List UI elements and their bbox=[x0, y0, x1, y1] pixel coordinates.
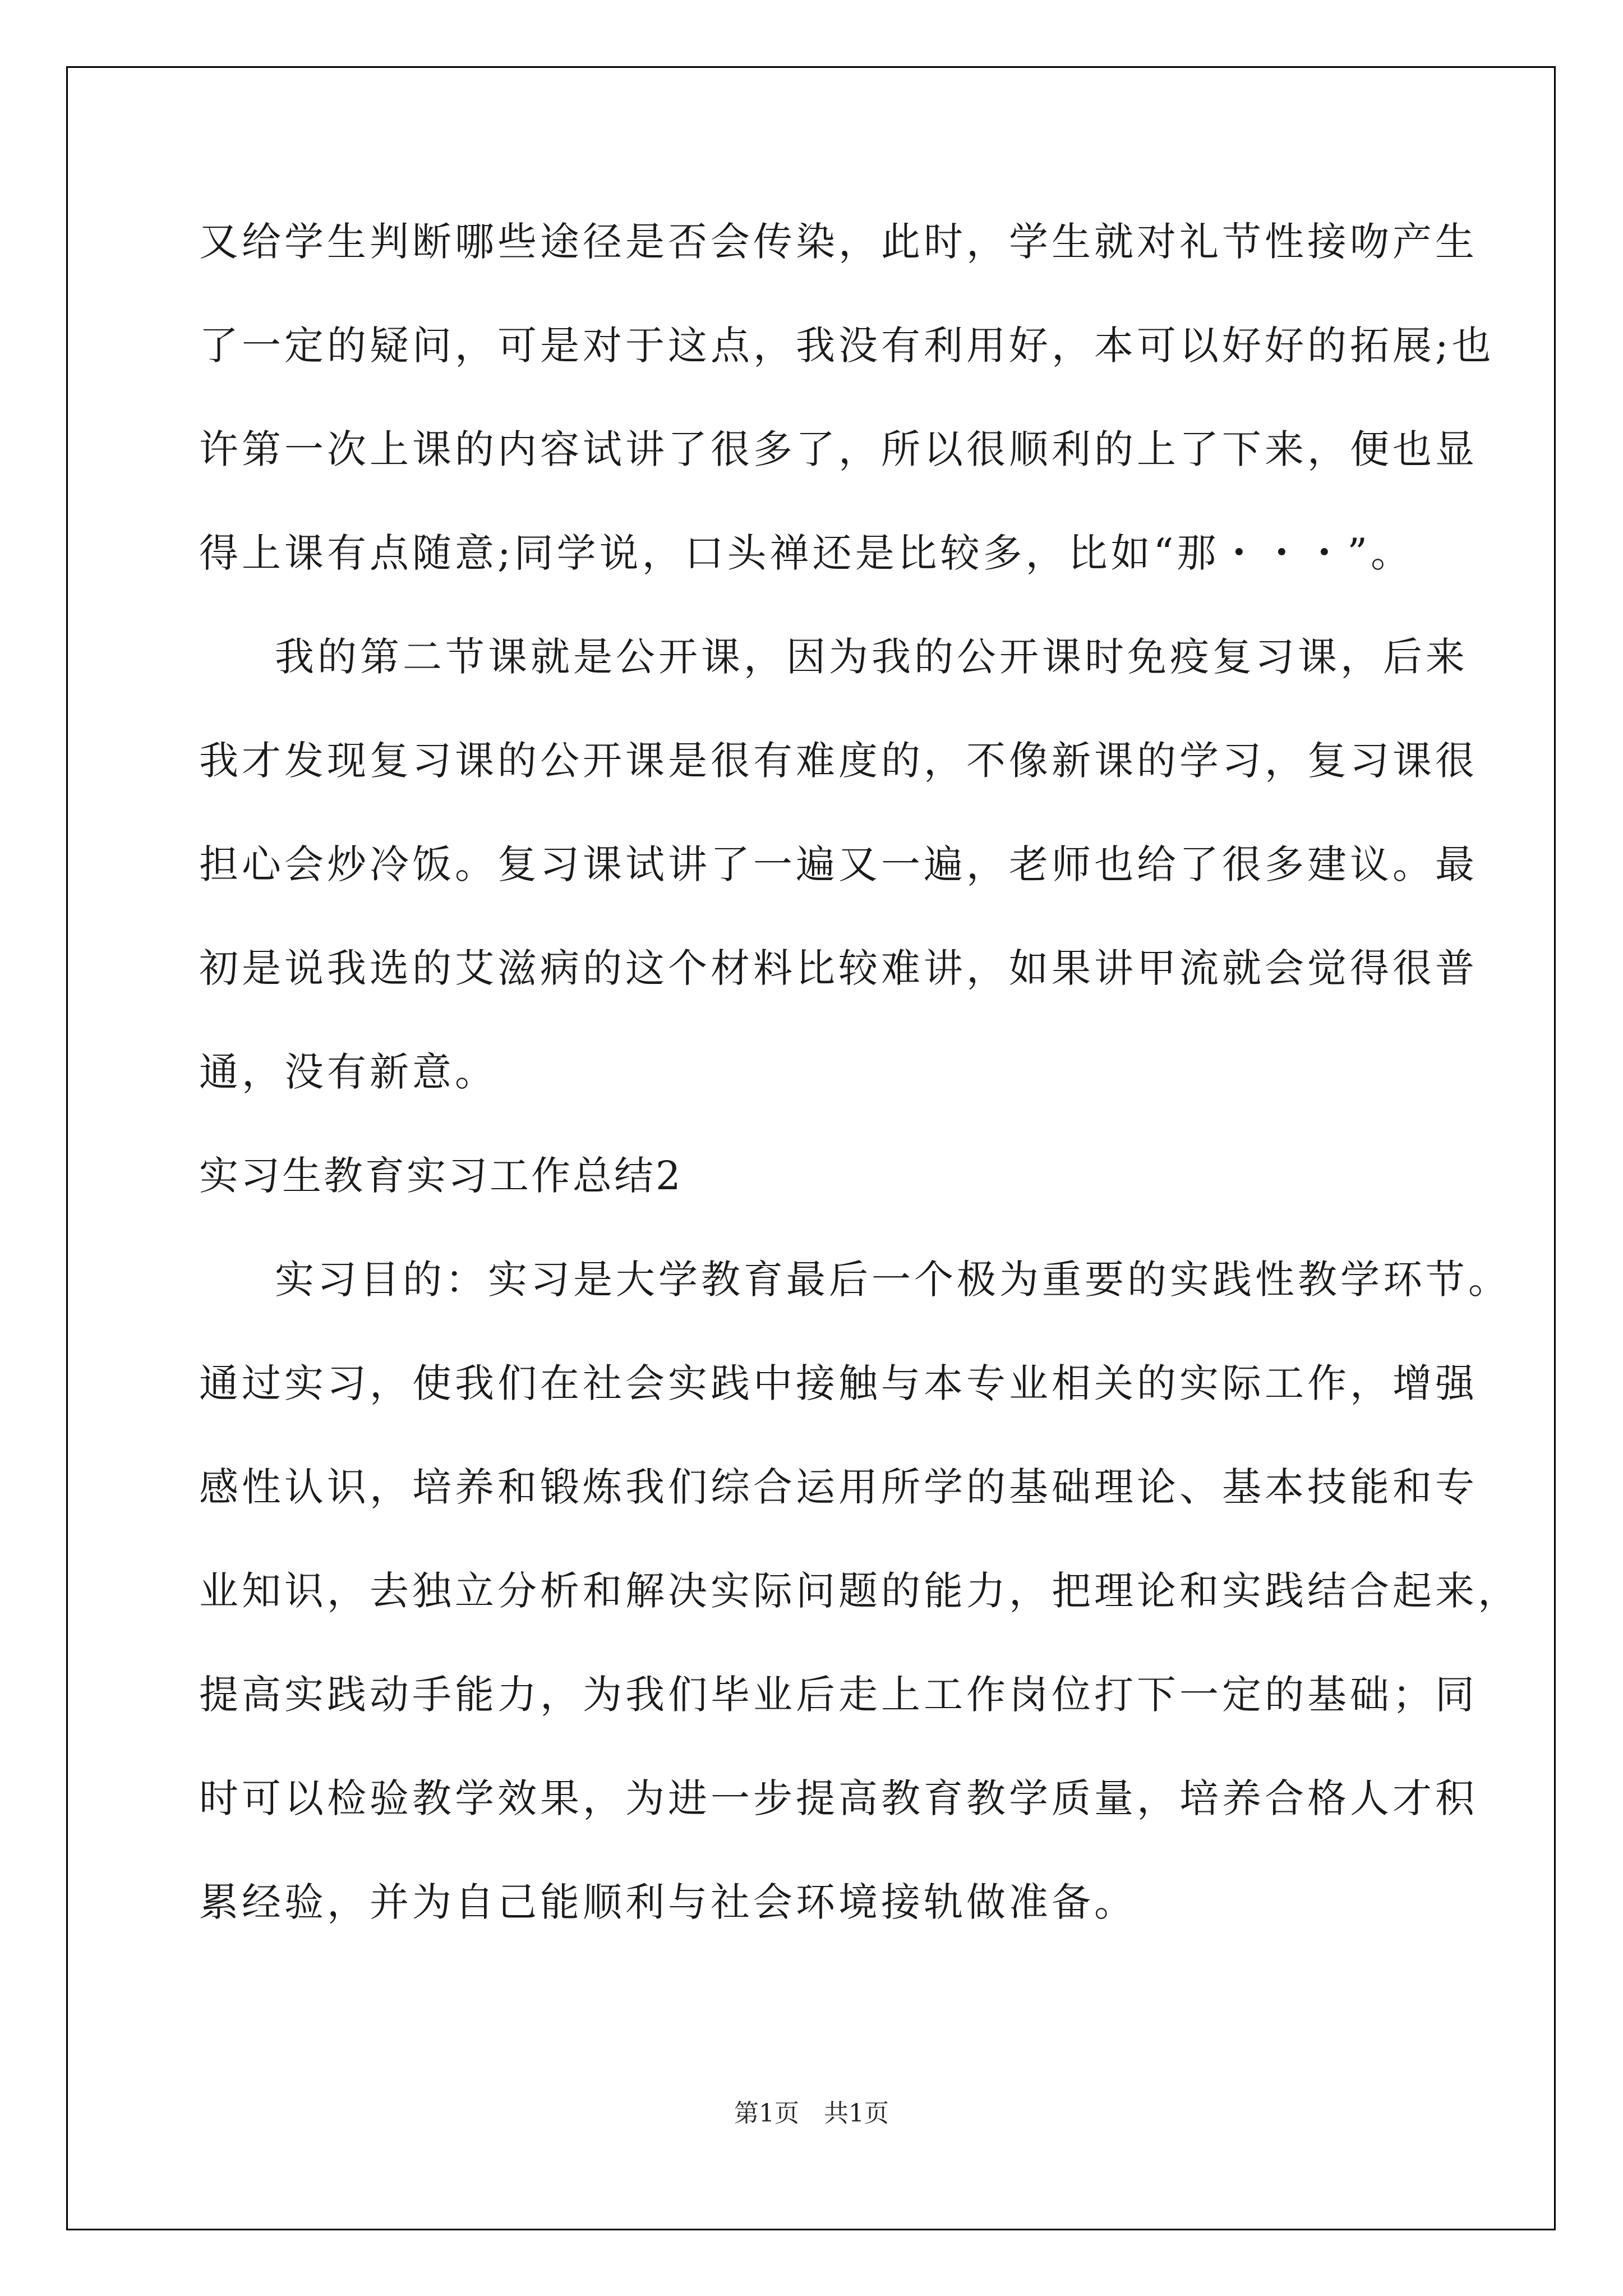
paragraph-3-line-3: 感性认识，培养和锻炼我们综合运用所学的基础理论、基本技能和专 bbox=[199, 1464, 1478, 1510]
paragraph-3-line-5: 提高实践动手能力，为我们毕业后走上工作岗位打下一定的基础；同 bbox=[199, 1672, 1478, 1718]
paragraph-2-line-4: 初是说我选的艾滋病的这个材料比较难讲，如果讲甲流就会觉得很普 bbox=[199, 945, 1478, 991]
paragraph-1-line-3: 许第一次上课的内容试讲了很多了，所以很顺利的上了下来，便也显 bbox=[199, 426, 1478, 472]
paragraph-2-line-5: 通，没有新意。 bbox=[199, 1049, 497, 1095]
paragraph-3-line-7: 累经验，并为自己能顺利与社会环境接轨做准备。 bbox=[199, 1879, 1137, 1925]
paragraph-3-line-1: 实习目的：实习是大学教育最后一个极为重要的实践性教学环节。 bbox=[275, 1257, 1511, 1303]
paragraph-2-line-1: 我的第二节课就是公开课，因为我的公开课时免疫复习课，后来 bbox=[275, 634, 1468, 680]
page-footer: 第1页 共1页 bbox=[734, 2099, 889, 2128]
paragraph-3-line-6: 时可以检验教学效果，为进一步提高教育教学质量，培养合格人才积 bbox=[199, 1775, 1478, 1821]
document-body bbox=[199, 219, 1520, 1983]
paragraph-1-line-4: 得上课有点随意;同学说，口头禅还是比较多，比如“那・・・”。 bbox=[199, 530, 1414, 576]
paragraph-1-line-2: 了一定的疑问，可是对于这点，我没有利用好，本可以好好的拓展;也 bbox=[199, 323, 1495, 369]
section-heading: 实习生教育实习工作总结2 bbox=[199, 1153, 683, 1199]
paragraph-3-line-4: 业知识，去独立分析和解决实际问题的能力，把理论和实践结合起来， bbox=[199, 1568, 1520, 1614]
paragraph-3-line-2: 通过实习，使我们在社会实践中接触与本专业相关的实际工作，增强 bbox=[199, 1360, 1478, 1406]
paragraph-2-line-3: 担心会炒冷饭。复习课试讲了一遍又一遍，老师也给了很多建议。最 bbox=[199, 841, 1478, 887]
paragraph-1-line-1: 又给学生判断哪些途径是否会传染，此时，学生就对礼节性接吻产生 bbox=[199, 219, 1478, 265]
paragraph-2-line-2: 我才发现复习课的公开课是很有难度的，不像新课的学习，复习课很 bbox=[199, 738, 1478, 784]
